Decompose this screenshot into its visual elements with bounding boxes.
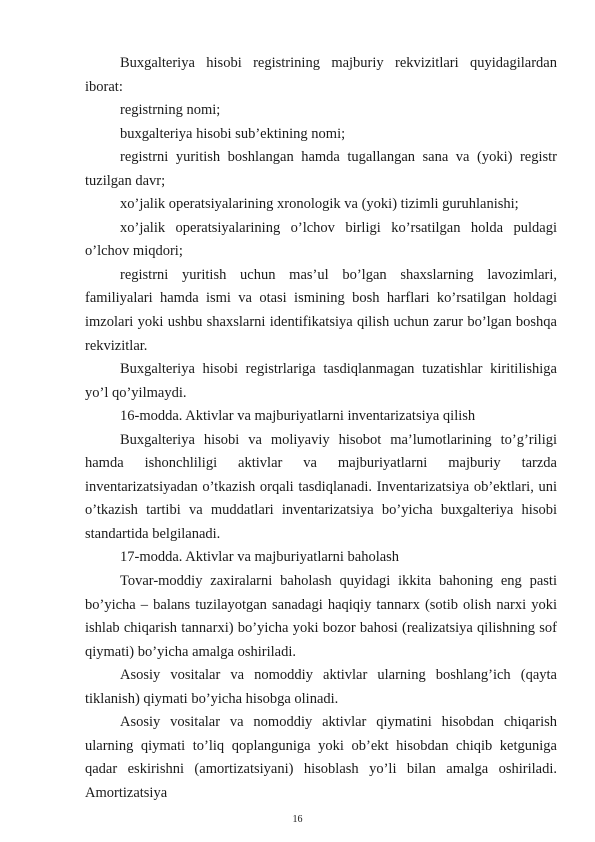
paragraph-inventory: Buxgalteriya hisobi va moliyaviy hisobot ma’lumotlarining to’g’riligi hamda ishonchliligi aktivlar va majburiyatlarni majburiy tarzda inventarizatsiyadan o’tkazish orqali tasdiqlanadi. Inventarizatsiya ob’ektlari, uni o’tkazish tartibi va muddatlari inventarizatsiya bo’yicha buxgalteriya hisobi standartida belgilanadi. [85,431,557,542]
paragraph-requisites-intro: Buxgalteriya hisobi registrining majburiy rekvizitlari quyidagilardan iborat: [85,55,557,95]
list-item-register-name: registrning nomi; [120,102,221,119]
paragraph-no-corrections: Buxgalteriya hisobi registrlariga tasdiqlanmagan tuzatishlar kiritilishiga yo’l qo’yilmaydi. [85,361,557,401]
list-item-register-period: registrni yuritish boshlangan hamda tugallangan sana va (yoki) registr tuzilgan davr; [85,149,557,189]
body-text [85,52,557,806]
paragraph-fixed-assets: Asosiy vositalar va nomoddiy aktivlar ularning boshlang’ich (qayta tiklanish) qiymati bo’yicha hisobga olinadi. [85,667,557,707]
page-number: 16 [292,814,303,825]
article-17-heading: 17-modda. Aktivlar va majburiyatlarni baholash [120,549,400,566]
list-item-signatures: registrni yuritish uchun mas’ul bo’lgan shaxslarning lavozimlari, familiyalari hamda ismi va otasi ismining bosh harflari ko’rsatilgan holdagi imzolari yoki ushbu shaxslarni identifikatsiya qilish uchun zarur bo’lgan boshqa rekvizitlar. [85,266,557,354]
list-item-grouping: xo’jalik operatsiyalarining xronologik va (yoki) tizimli guruhlanishi; [120,196,519,213]
paragraph-amortization: Asosiy vositalar va nomoddiy aktivlar qiymatini hisobdan chiqarish ularning qiymati to’liq qoplanguniga yoki ob’ekt hisobdan chiqib ketguniga qadar eskirishni (amortizatsiyani) hisoblash yo’li bilan amalga oshiriladi. Amortizatsiya [85,714,557,801]
paragraph-inventory-valuation: Tovar-moddiy zaxiralarni baholash quyidagi ikkita bahoning eng pasti bo’yicha – balans tuzilayotgan sanadagi haqiqiy tannarx (sotib olish narxi yoki ishlab chiqarish tannarxi) bo’yicha yoki bozor bahosi (realizatsiya qilishning sof qiymati) bo’yicha amalga oshiriladi. [85,573,557,660]
list-item-entity-name: buxgalteriya hisobi sub’ektining nomi; [120,125,346,142]
list-item-measure: xo’jalik operatsiyalarining o’lchov birligi ko’rsatilgan holda puldagi o’lchov miqdori; [85,219,557,260]
article-16-heading: 16-modda. Aktivlar va majburiyatlarni inventarizatsiya qilish [120,408,476,425]
